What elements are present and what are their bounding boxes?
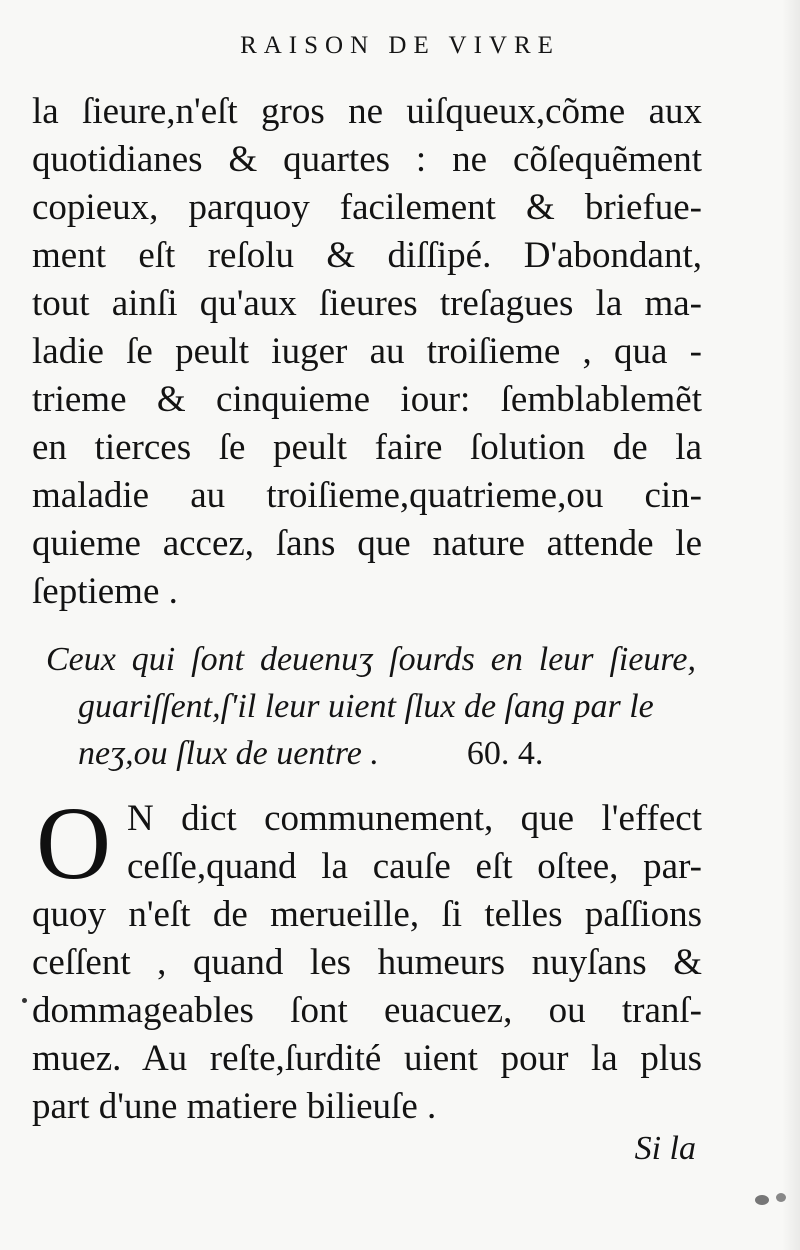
catchword: Si la xyxy=(634,1130,696,1167)
text-line: ceſſent , quand les humeurs nuyſans & xyxy=(32,942,702,983)
aphorism-text: neʒ,ou ſlux de uentre . xyxy=(78,735,379,772)
text-line: la ſieure,n'eſt gros ne uiſqueux,cõme aux xyxy=(32,91,702,132)
aphorism-line: guariſſent,ſ'il leur uient ſlux de ſang par le xyxy=(78,688,654,725)
text-line: quotidianes & quartes : ne cõſequẽment xyxy=(32,139,702,180)
aphorism-line: Ceux qui ſont deuenuʒ ſourds en leur ſieure, xyxy=(46,641,696,678)
paragraph-1 xyxy=(32,88,702,616)
text-line: maladie au troiſieme,quatrieme,ou cin- xyxy=(32,475,702,516)
ink-speck xyxy=(22,998,27,1003)
drop-cap: O xyxy=(36,786,112,901)
text-line: N dict communement, que l'effect xyxy=(127,798,702,839)
text-line: tout ainſi qu'aux ſieures treſagues la ma- xyxy=(32,283,702,324)
text-line: dommageables ſont euacuez, ou tranſ- xyxy=(32,990,702,1031)
text-line: copieux, parquoy facilement & briefue- xyxy=(32,187,702,228)
text-line-last: ſeptieme . xyxy=(32,571,178,612)
aphorism-reference: 60. 4. xyxy=(466,735,544,772)
aphorism-line-last xyxy=(46,730,696,777)
text-line: ment eſt reſolu & diſſipé. D'abondant, xyxy=(32,235,702,276)
paragraph-2 xyxy=(32,786,702,1131)
page-edge-shadow xyxy=(782,0,800,1250)
ink-speck xyxy=(755,1195,769,1205)
text-line: quieme accez, ſans que nature attende le xyxy=(32,523,702,564)
text-line: ladie ſe peult iuger au troiſieme , qua - xyxy=(32,331,702,372)
running-head: RAISON DE VIVRE xyxy=(240,32,560,59)
text-line: trieme & cinquieme iour: ſemblablemẽt xyxy=(32,379,702,420)
aphorism xyxy=(46,636,696,777)
text-line: en tierces ſe peult faire ſolution de la xyxy=(32,427,702,468)
text-line: muez. Au reſte,ſurdité uient pour la plus xyxy=(32,1038,702,1079)
ink-speck xyxy=(776,1193,786,1202)
text-line: quoy n'eſt de merueille, ſi telles paſſions xyxy=(32,894,702,935)
text-line: ceſſe,quand la cauſe eſt oſtee, par- xyxy=(127,846,702,887)
text-line-last: part d'une matiere bilieuſe . xyxy=(32,1086,437,1127)
